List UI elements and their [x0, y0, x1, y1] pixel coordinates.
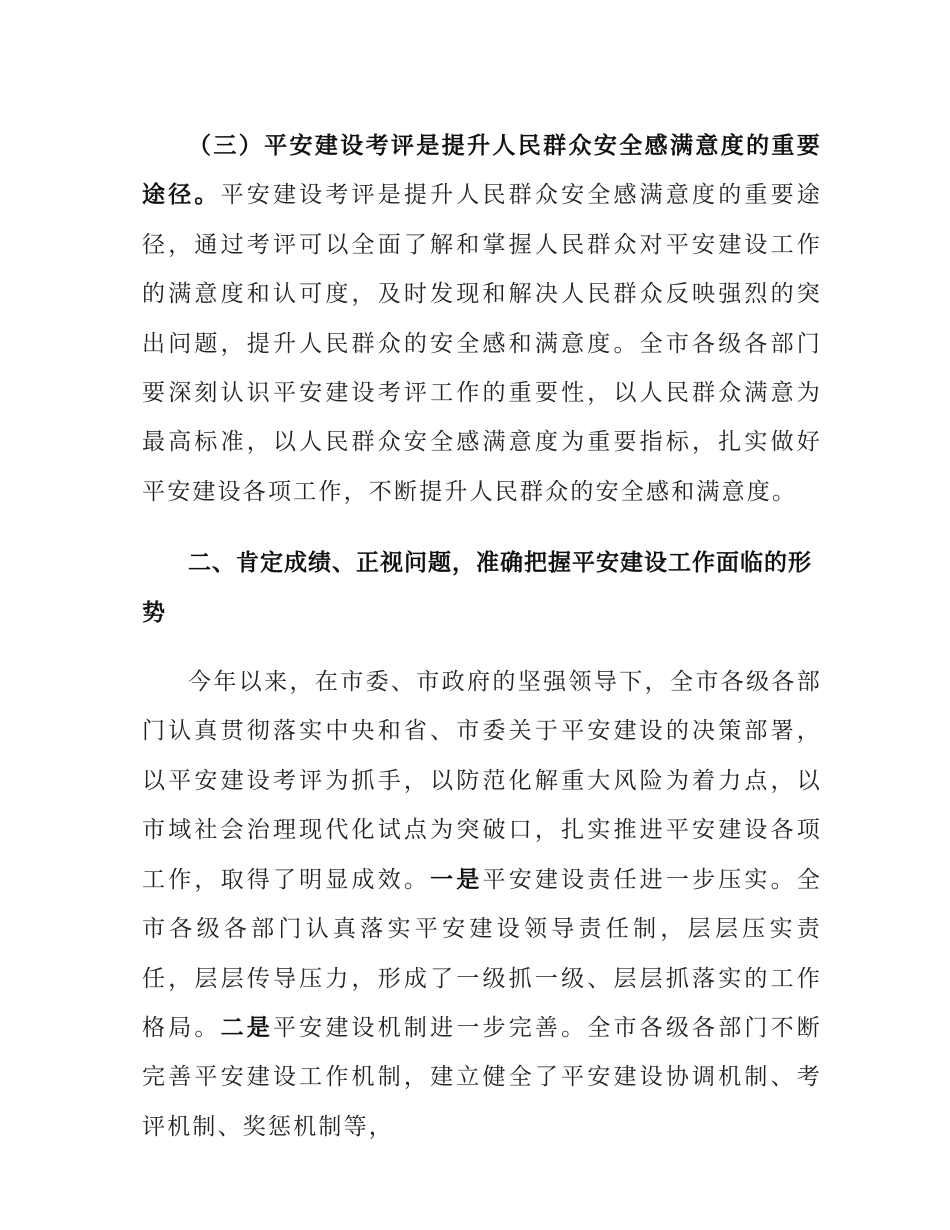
section-two-heading: 二、肯定成绩、正视问题，准确把握平安建设工作面临的形势: [142, 550, 812, 626]
section-three-paragraph: [142, 122, 822, 517]
point-two-label: 二是: [220, 1014, 273, 1041]
point-one-text: 平安建设责任进一步压实。全市各级各部门认真落实平安建设领导责任制，层层压实责任，层层传导压力，形成了一级抓一级、层层抓落实的工作格局。: [142, 866, 822, 1041]
document-page: [142, 122, 822, 1152]
section-two-intro: 今年以来，在市委、市政府的坚强领导下，全市各级各部门认真贯彻落实中央和省、市委关于平安建设的决策部署，以平安建设考评为抓手，以防范化解重大风险为着力点，以市域社会治理现代化试点为突破口，扎实推进平安建设各项工作，取得了明显成效。: [142, 669, 822, 893]
point-two-text: 平安建设机制进一步完善。全市各级各部门不断完善平安建设工作机制，建立健全了平安建设协调机制、考评机制、奖惩机制等，: [142, 1014, 822, 1140]
section-two-paragraph: [142, 658, 822, 1152]
point-one-label: 一是: [430, 866, 483, 893]
section-three-lead: （三）平安建设考评是提升人民群众安全感满意度的重要途径。: [142, 133, 822, 209]
section-three-body: 平安建设考评是提升人民群众安全感满意度的重要途径，通过考评可以全面了解和掌握人民群众对平安建设工作的满意度和认可度，及时发现和解决人民群众反映强烈的突出问题，提升人民群众的安全感和满意度。全市各级各部门要深刻认识平安建设考评工作的重要性，以人民群众满意为最高标准，以人民群众安全感满意度为重要指标，扎实做好平安建设各项工作，不断提升人民群众的安全感和满意度。: [142, 182, 822, 505]
